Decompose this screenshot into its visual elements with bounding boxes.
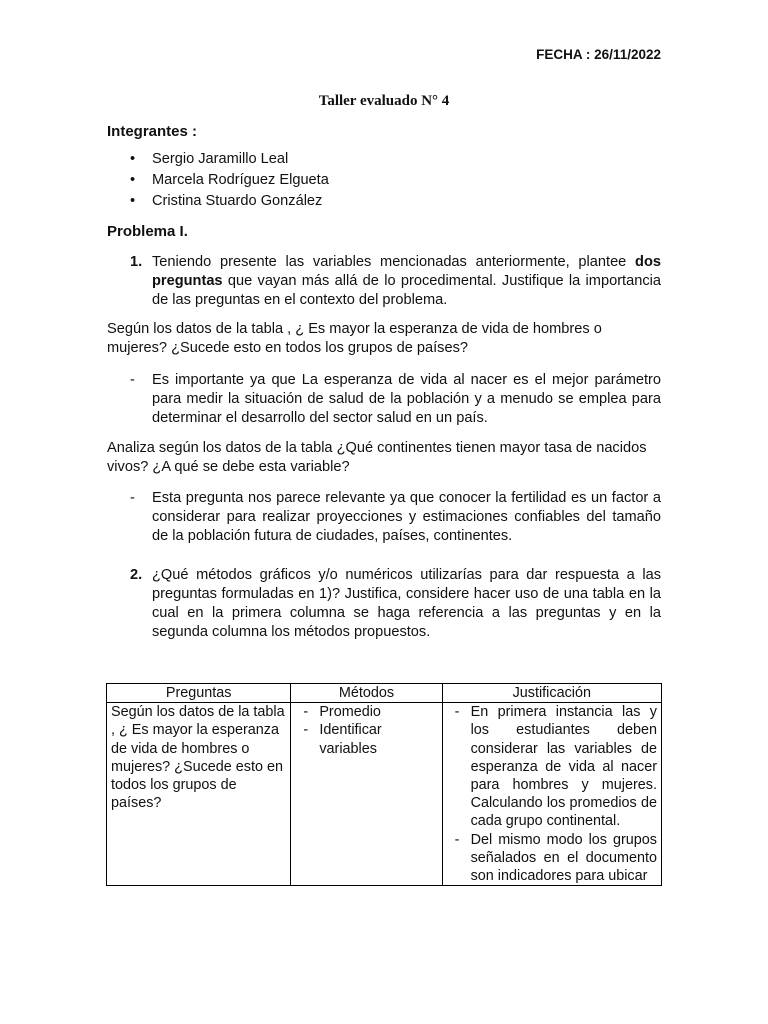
justificacion-item: - Del mismo modo los grupos señalados en el documento son indicadores para ubicar xyxy=(447,831,657,886)
member-item: • Sergio Jaramillo Leal xyxy=(130,150,329,171)
justificacion-a: Es importante ya que La esperanza de vida al nacer es el mejor parámetro para medir la situación de salud de la población y a menudo se emplea para determinar el desarrollo del sector salud en un país. xyxy=(152,372,661,426)
members-list xyxy=(130,150,329,213)
justificacion-item: - En primera instancia las y los estudiantes deben considerar las variables de esperanza de vida al nacer para hombres y mujeres. Calculando los promedios de cada grupo continental. xyxy=(447,703,657,830)
header-preguntas: Preguntas xyxy=(107,684,291,703)
table-header-row xyxy=(107,684,662,703)
cell-pregunta: Según los datos de la tabla , ¿ Es mayor la esperanza de vida de hombres o mujeres? ¿Sucede esto en todos los grupos de países? xyxy=(107,703,291,886)
member-item: • Marcela Rodríguez Elgueta xyxy=(130,171,329,192)
pregunta-a: Según los datos de la tabla , ¿ Es mayor la esperanza de vida de hombres o mujeres? ¿Sucede esto en todos los grupos de países? xyxy=(107,321,602,356)
cell-metodos xyxy=(291,703,442,886)
document-title: Taller evaluado N° 4 xyxy=(318,93,450,109)
member-item: • Cristina Stuardo González xyxy=(130,192,329,213)
header-justificacion: Justificación xyxy=(442,684,661,703)
methods-table xyxy=(106,683,662,886)
cell-justificacion xyxy=(442,703,661,886)
question-1-text: Teniendo presente las variables mencionadas anteriormente, plantee dos preguntas que vayan más allá de lo procedimental. Justifique la importancia de las preguntas en el contexto del problema. xyxy=(152,254,661,308)
dash-bullet: - xyxy=(130,490,135,506)
integrantes-heading: Integrantes : xyxy=(107,123,198,140)
metodo-item: - Promedio xyxy=(295,703,437,721)
date-label: FECHA : 26/11/2022 xyxy=(536,47,661,62)
metodo-item: - Identificar variables xyxy=(295,721,437,757)
question-2-number: 2. xyxy=(130,567,143,583)
justificacion-b: Esta pregunta nos parece relevante ya que conocer la fertilidad es un factor a considerar para realizar proyecciones y estimaciones confiables del tamaño de la población futura de ciudades, países, continentes. xyxy=(152,490,661,544)
pregunta-b: Analiza según los datos de la tabla ¿Qué continentes tienen mayor tasa de nacidos vivos? ¿A qué se debe esta variable? xyxy=(107,440,647,475)
question-2-text: ¿Qué métodos gráficos y/o numéricos utilizarías para dar respuesta a las preguntas formuladas en 1)? Justifica, considere hacer uso de una tabla en la cual en la primera columna se haga referencia a las preguntas y en la segunda columna los métodos propuestos. xyxy=(152,567,661,640)
dash-bullet: - xyxy=(130,372,135,388)
header-metodos: Métodos xyxy=(291,684,442,703)
question-1-number: 1. xyxy=(130,254,143,270)
problema-heading: Problema I. xyxy=(107,223,188,240)
table-row xyxy=(107,703,662,886)
